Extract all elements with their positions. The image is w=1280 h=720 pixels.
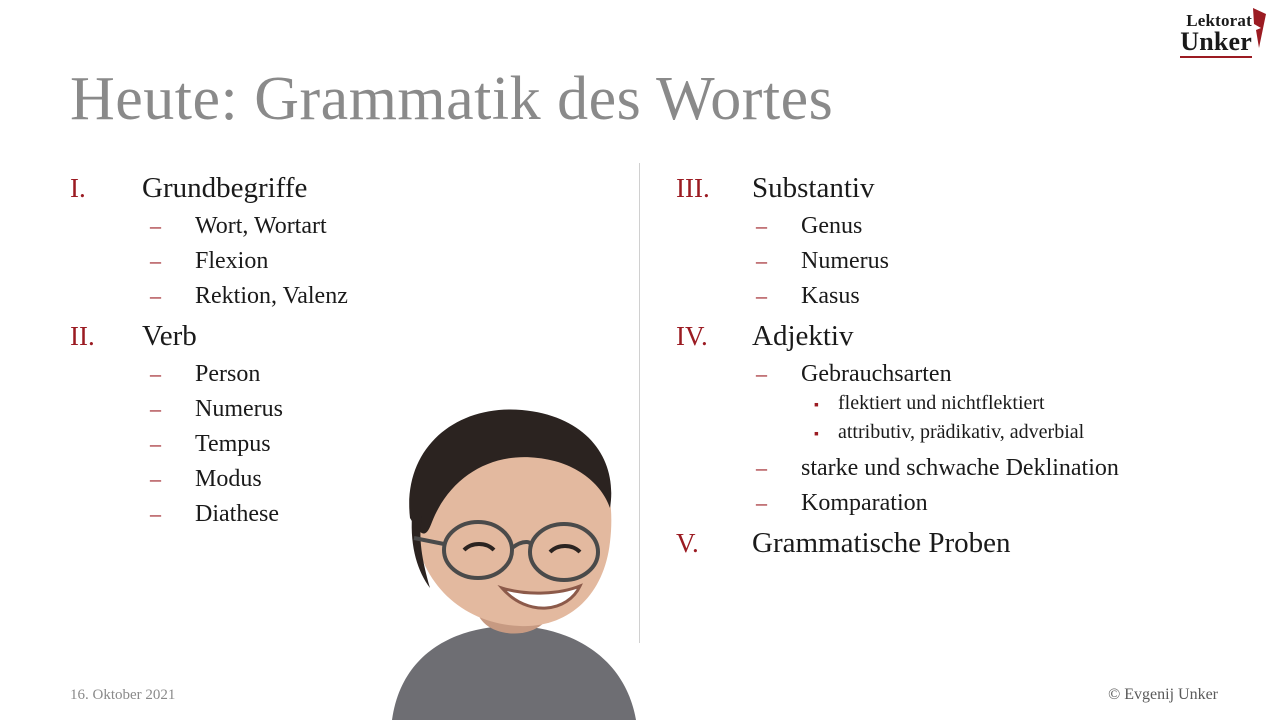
outline-label: Grundbegriffe [142, 172, 308, 204]
square-bullet-icon: ▪ [814, 398, 819, 413]
outline-sublabel: Person [195, 361, 261, 387]
outline-column-left [70, 172, 610, 528]
outline-item-grundbegriffe [70, 172, 610, 205]
outline-subitem [676, 283, 1256, 310]
dash-marker-icon: – [150, 466, 161, 491]
outline-numeral: I. [70, 173, 86, 203]
outline-subitem [676, 455, 1256, 482]
dash-marker-icon: – [756, 489, 767, 515]
outline-sublabel: starke und schwache Deklination [801, 454, 1119, 481]
outline-sublabel: Tempus [195, 431, 271, 457]
dash-marker-icon: – [756, 454, 767, 480]
logo-line-lektorat: Lektorat [1186, 11, 1252, 30]
page-title: Heute: Grammatik des Wortes [70, 65, 834, 133]
outline-sublabel: Gebrauchsarten [801, 361, 952, 387]
outline-subitem [70, 431, 610, 458]
outline-numeral: III. [676, 173, 710, 203]
pen-nib-icon [1250, 8, 1266, 48]
outline-subitem [70, 248, 610, 275]
outline-subitem [70, 501, 610, 528]
outline-subitem [70, 466, 610, 493]
column-divider [639, 163, 640, 643]
outline-subitem [70, 213, 610, 240]
outline-numeral: IV. [676, 321, 708, 351]
outline-column-right [676, 172, 1256, 560]
outline-label: Grammatische Proben [752, 526, 1011, 559]
dash-marker-icon: – [150, 283, 161, 308]
outline-subitem [676, 490, 1256, 517]
outline-numeral: V. [676, 527, 699, 558]
footer-date: 16. Oktober 2021 [70, 687, 176, 703]
dash-marker-icon: – [756, 283, 767, 308]
outline-item-adjektiv [676, 320, 1256, 353]
outline-sublabel: Diathese [195, 501, 279, 527]
outline-label: Adjektiv [752, 320, 854, 352]
outline-sublabel: Komparation [801, 489, 928, 516]
dash-marker-icon: – [756, 361, 767, 386]
dash-marker-icon: – [150, 361, 161, 386]
outline-subitem [676, 213, 1256, 240]
outline-subitem [70, 396, 610, 423]
outline-sublabel: Kasus [801, 283, 860, 309]
dash-marker-icon: – [756, 213, 767, 238]
outline-label: Substantiv [752, 172, 875, 204]
outline-item-verb [70, 320, 610, 353]
brand-logo [1180, 12, 1252, 58]
outline-subsublabel: attributiv, prädikativ, adverbial [838, 421, 1085, 444]
outline-subsubitem [676, 392, 1256, 417]
outline-subitem [676, 248, 1256, 275]
dash-marker-icon: – [150, 501, 161, 526]
outline-sublabel: Numerus [195, 396, 283, 422]
dash-marker-icon: – [150, 213, 161, 238]
outline-item-grammatische-proben [676, 527, 1256, 560]
outline-sublabel: Genus [801, 213, 863, 239]
footer-copyright: © Evgenij Unker [1108, 686, 1218, 703]
outline-subitem [70, 283, 610, 310]
dash-marker-icon: – [150, 431, 161, 456]
outline-subitem [70, 361, 610, 388]
outline-subsublabel: flektiert und nichtflektiert [838, 392, 1045, 414]
outline-subitem [676, 361, 1256, 388]
logo-line-unker: Unker [1180, 27, 1252, 56]
dash-marker-icon: – [150, 396, 161, 421]
outline-sublabel: Flexion [195, 248, 269, 274]
outline-subsubitem [676, 421, 1256, 446]
outline-item-substantiv [676, 172, 1256, 205]
square-bullet-icon: ▪ [814, 427, 819, 443]
outline-label: Verb [142, 320, 197, 352]
dash-marker-icon: – [756, 248, 767, 273]
dash-marker-icon: – [150, 248, 161, 273]
outline-sublabel: Modus [195, 466, 262, 492]
outline-sublabel: Numerus [801, 248, 889, 274]
outline-numeral: II. [70, 321, 95, 351]
outline-sublabel: Rektion, Valenz [195, 283, 348, 309]
outline-sublabel: Wort, Wortart [195, 213, 327, 239]
